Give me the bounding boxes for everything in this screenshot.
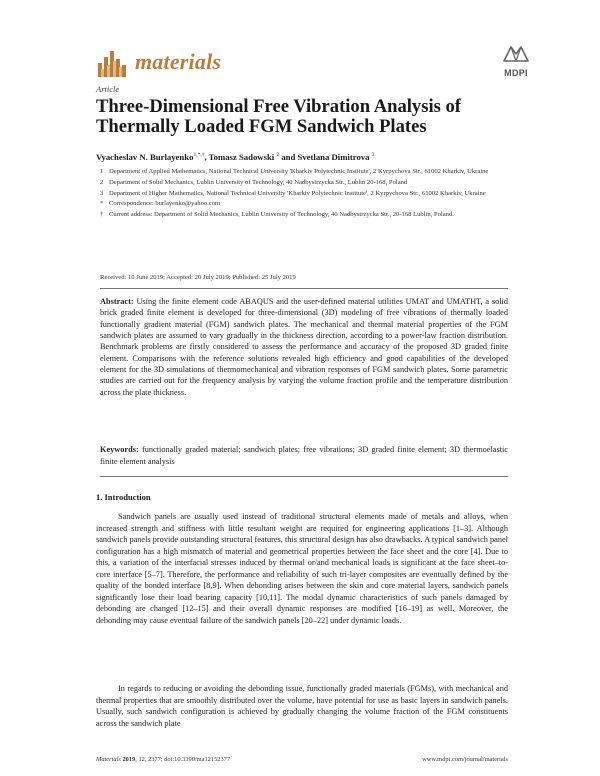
correspondence-marker: * (100, 200, 104, 208)
author-separator: , (204, 152, 209, 162)
journal-name: materials (135, 49, 222, 74)
article-type: Article (96, 84, 120, 94)
author-separator: and (279, 152, 298, 162)
keywords (100, 444, 508, 467)
affiliation-item (100, 178, 520, 187)
author-name: Svetlana Dimitrova (297, 152, 370, 162)
affiliation-item (100, 167, 520, 176)
divider (100, 476, 508, 477)
affiliation-text: Department of Solid Mechanics, Lublin University of Technology, 40 Nadbystrzycka Str., Lublin 20-168, Poland (109, 178, 408, 186)
footer-citation-text: 2019, 12, 2377; doi:10.3390/ma12152377 (122, 756, 231, 763)
body-paragraph: In regards to reducing or avoiding the debonding issue, functionally graded materials (FGMs), with mechanical and thermal properties that are smoothly distributed over the volume, have potential for use as basic layers in sandwich panels. Usually, such sandwich configuration is achieved by gradually changing the volume fraction of the FGM constituents across the sandwich plate (96, 684, 508, 728)
affiliation-item (100, 189, 520, 198)
author-list (96, 152, 536, 162)
footer-journal: Materials (96, 756, 121, 763)
affiliation-marker: 3 (100, 189, 104, 197)
affiliation-text: Department of Applied Mathematics, National Technical University 'Kharkiv Polytechnic Institute', 2 Kyrpychova Str., 61002 Kharkiv, Ukraine (109, 168, 489, 175)
correspondence-item[interactable] (100, 199, 520, 208)
publisher-icon (502, 49, 530, 66)
abstract-label: Abstract: (100, 297, 134, 306)
author-name: Vyacheslav N. Burlayenko (96, 152, 194, 162)
journal-logo[interactable] (96, 44, 221, 80)
affiliation-marker: 2 (100, 178, 104, 186)
section-heading: 1. Introduction (96, 492, 151, 502)
keywords-label: Keywords: (100, 445, 139, 454)
footer-citation (96, 756, 230, 763)
footer-url-link[interactable]: www.mdpi.com/journal/materials (422, 756, 508, 763)
affiliation-text: Department of Higher Mathematics, National Technical University 'Kharkiv Polytechnic Institute', 2 Kyrpychova Str., 61002 Kharkiv, Ukraine (109, 189, 486, 197)
publisher-logo[interactable] (500, 44, 532, 78)
abstract (100, 296, 508, 398)
abstract-text: Using the finite element code ABAQUS and the user-defined material utilities UMAT and UMATHT, a solid brick graded finite element is developed for three-dimensional (3D) modeling of free vibrations of thermally loaded functionally gradient material (FGM) sandwich plates. The mechanical and thermal material properties of the FGM sandwich plates are assumed to vary gradually in the thickness direction, according to a power-law fraction distribution. Benchmark problems are firstly considered to assess the performance and accuracy of the proposed 3D graded finite element. Comparisons with the reference solutions revealed high efficiency and good capabilities of the developed element for the 3D simulations of thermomechanical and vibration responses of FGM sandwich plates. Some parametric studies are carried out for the frequency analysis by varying the volume fraction profile and the temperature distribution across the plate thickness. (100, 297, 508, 397)
article-title: Three-Dimensional Free Vibration Analysis of Thermally Loaded FGM Sandwich Plates (96, 96, 461, 137)
journal-logo-icon (96, 45, 130, 79)
affiliation-list (100, 167, 520, 221)
affiliation-marker: † (100, 211, 104, 219)
divider (100, 288, 508, 289)
publication-dates: Received: 10 June 2019; Accepted: 20 July 2019; Published: 25 July 2019 (100, 274, 296, 281)
author-name: Tomasz Sadowski (208, 152, 275, 162)
body-paragraph: Sandwich panels are usually used instead of traditional structural elements made of metals and alloys, when increased strength and stiffness with little resultant weight are required for engineering applications [1–3]. Although sandwich panels provide outstanding structural features, this structural design has also drawbacks. A typical sandwich panel configuration has a high mismatch of material and geometrical properties between the face sheet and the core [4]. Due to this, a variation of the interfacial stresses induced by thermal or/and mechanical loads is significant at the face sheet–to-core interface [5–7]. Therefore, the performance and reliability of such tri-layer composites are eventually defined by the quality of the bonded interface [8,9]. When debonding arises between the skin and core material layers, sandwich panels significantly lose their load bearing capacity [10,11]. The modal dynamic characteristics of such panels damaged by debonding are changed [12–15] and their overall dynamic responses are modified [16–19] as well. Moreover, the debonding may cause eventual failure of the sandwich panels [20–22] under dynamic loads. (96, 512, 508, 625)
affiliation-item (100, 210, 520, 219)
keywords-text: functionally graded material; sandwich plates; free vibrations; 3D graded finite element; 3D thermoelastic finite element analysis (100, 445, 508, 466)
author-affiliation-marker: 2 (276, 152, 280, 159)
author-affiliation-marker: 1,*,† (193, 152, 205, 159)
author-affiliation-marker: 3 (371, 152, 375, 159)
correspondence-email-link[interactable]: Correspondence: burlayenko@yahoo.com (109, 200, 221, 208)
affiliation-marker: 1 (100, 168, 104, 175)
affiliation-text: Current address: Department of Solid Mechanics, Lublin University of Technology, 40 Nadbystrzycka Str., 20-168 Lublin, Poland. (109, 211, 454, 219)
publisher-name: MDPI (504, 68, 528, 78)
